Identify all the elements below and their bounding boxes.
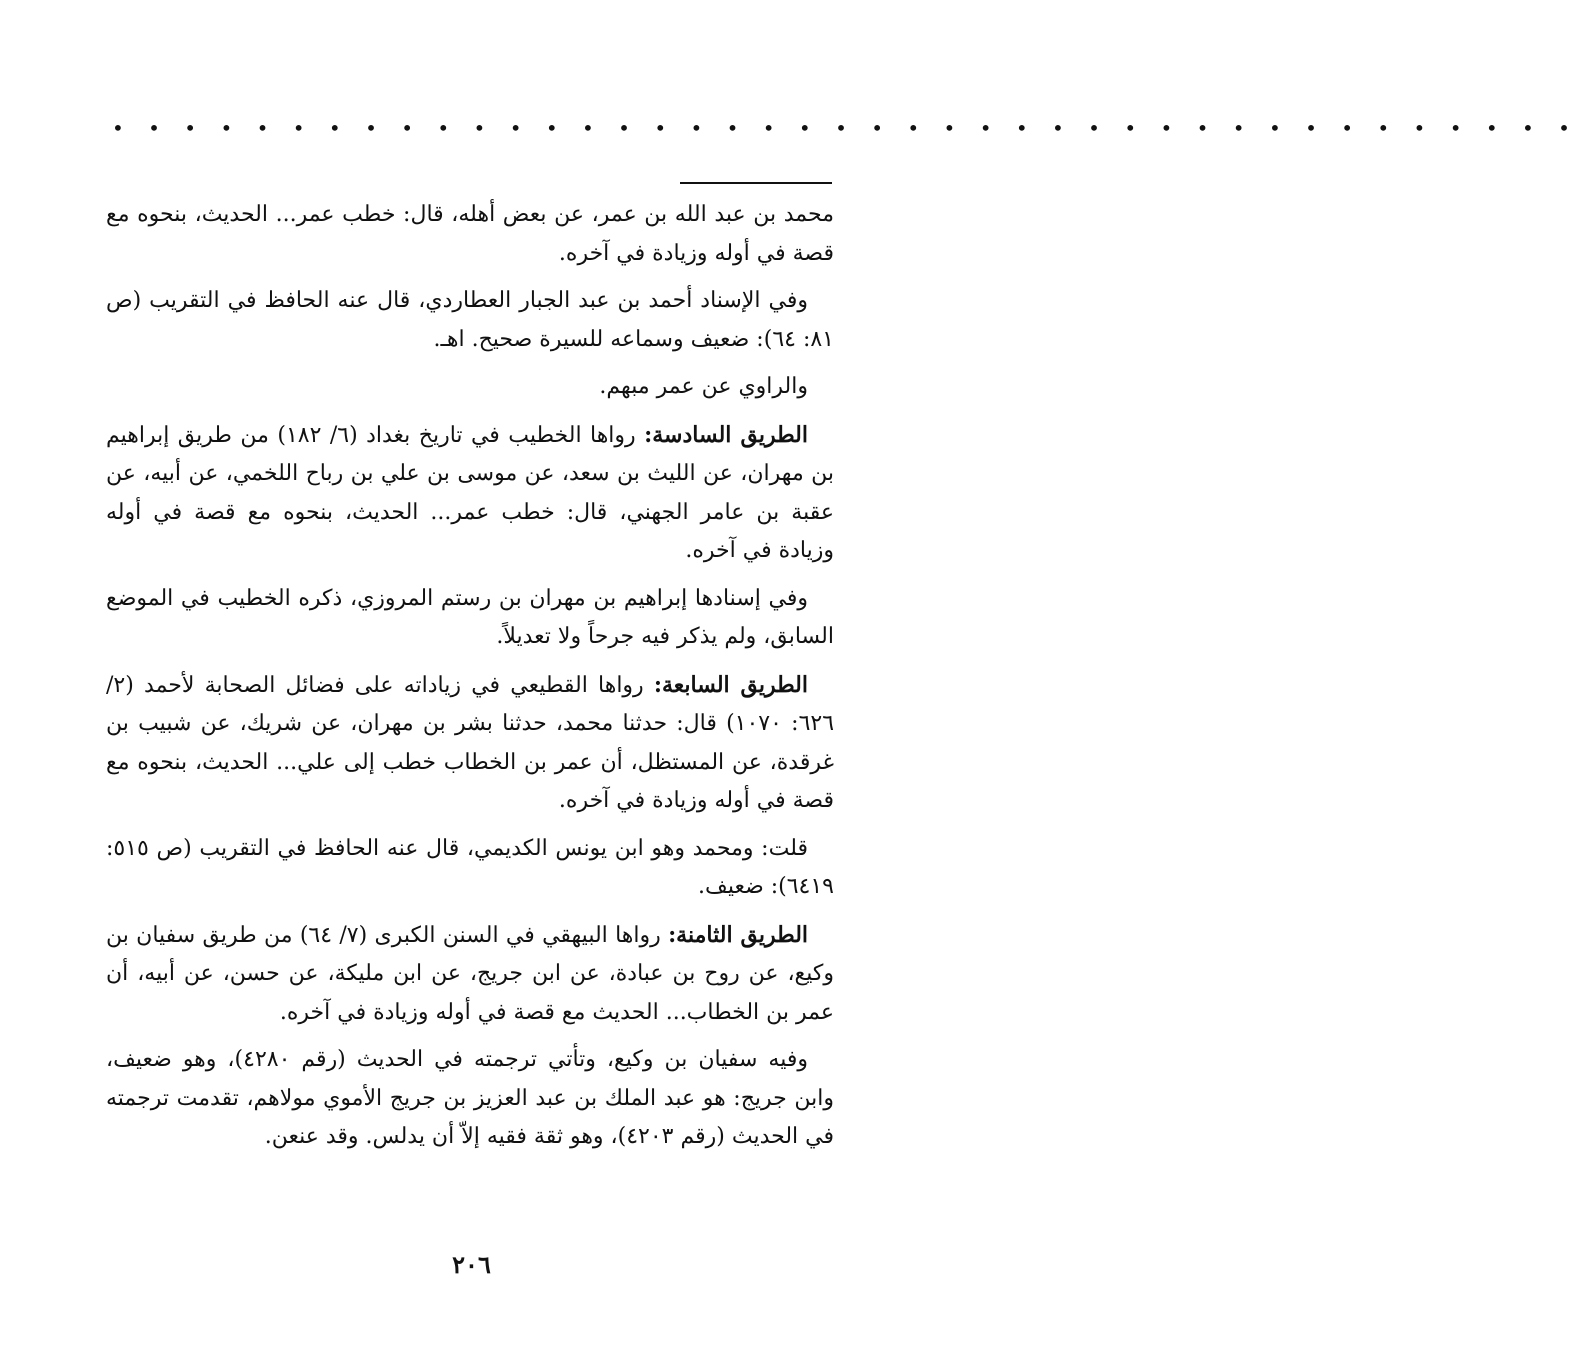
dotted-separator: • • • • • • • • • • • • • • • • • • • • • • • • • • • • • • • • • • • • • • • • • (112, 116, 1579, 140)
paragraph-text: وفي إسنادها إبراهيم بن مهران بن رستم المروزي، ذكره الخطيب في الموضع السابق، ولم يذكر فيه جرحاً ولا تعديلاً. (106, 585, 834, 649)
paragraph (106, 830, 834, 907)
paragraph-text: وفي الإسناد أحمد بن عبد الجبار العطاردي، قال عنه الحافظ في التقريب (ص ٨١: ٦٤): ضعيف وسماعه للسيرة صحيح. اهـ. (106, 288, 834, 352)
section-label: الطريق الثامنة: (668, 921, 809, 948)
page-number: ٢٠٦ (452, 1250, 491, 1279)
paragraph-text: والراوي عن عمر مبهم. (599, 374, 808, 399)
paragraph (106, 368, 834, 407)
paragraph (106, 916, 834, 1033)
paragraph (106, 580, 834, 657)
paragraph-text: محمد بن عبد الله بن عمر، عن بعض أهله، قال: خطب عمر... الحديث، بنحوه مع قصة في أوله وزيادة في آخره. (106, 202, 834, 266)
paragraph-text: رواها القطيعي في زياداته على فضائل الصحابة لأحمد (٢/ ٦٢٦: ١٠٧٠) قال: حدثنا محمد، حدثنا بشر بن مهران، عن شريك، عن شبيب بن غرقدة، عن المستظل، أن عمر بن الخطاب خطب إلى علي... الحديث، بنحوه مع قصة في أوله وزيادة في آخره. (106, 672, 835, 813)
paragraph-text: وفيه سفيان بن وكيع، وتأتي ترجمته في الحديث (رقم ٤٢٨٠)، وهو ضعيف، وابن جريج: هو عبد الملك بن عبد العزيز بن جريج الأموي مولاهم، تقدمت ترجمته في الحديث (رقم ٤٢٠٣)، وهو ثقة فقيه إلاّ أن يدلس. وقد عنعن. (106, 1047, 834, 1149)
paragraph (106, 196, 834, 273)
paragraph-text: رواها البيهقي في السنن الكبرى (٧/ ٦٤) من طريق سفيان بن وكيع، عن روح بن عبادة، عن ابن جريج، عن ابن مليكة، عن حسن، عن أبيه، أن عمر بن الخطاب... الحديث مع قصة في أوله وزيادة في آخره. (106, 922, 834, 1025)
paragraph-text: رواها الخطيب في تاريخ بغداد (٦/ ١٨٢) من طريق إبراهيم بن مهران، عن الليث بن سعد، عن موسى بن علي بن رباح اللخمي، عن أبيه، عن عقبة بن عامر الجهني، قال: خطب عمر... الحديث، بنحوه مع قصة في أوله وزيادة في آخره. (106, 422, 834, 563)
paragraph (106, 1041, 834, 1157)
paragraph (106, 282, 834, 359)
paragraph (106, 666, 834, 821)
section-label: الطريق السادسة: (644, 421, 808, 448)
section-label: الطريق السابعة: (653, 671, 808, 698)
footnote-rule (680, 182, 832, 184)
paragraph (106, 416, 834, 571)
paragraph-text: قلت: ومحمد وهو ابن يونس الكديمي، قال عنه الحافظ في التقريب (ص ٥١٥: ٦٤١٩): ضعيف. (106, 835, 834, 899)
page-body (106, 196, 834, 1166)
